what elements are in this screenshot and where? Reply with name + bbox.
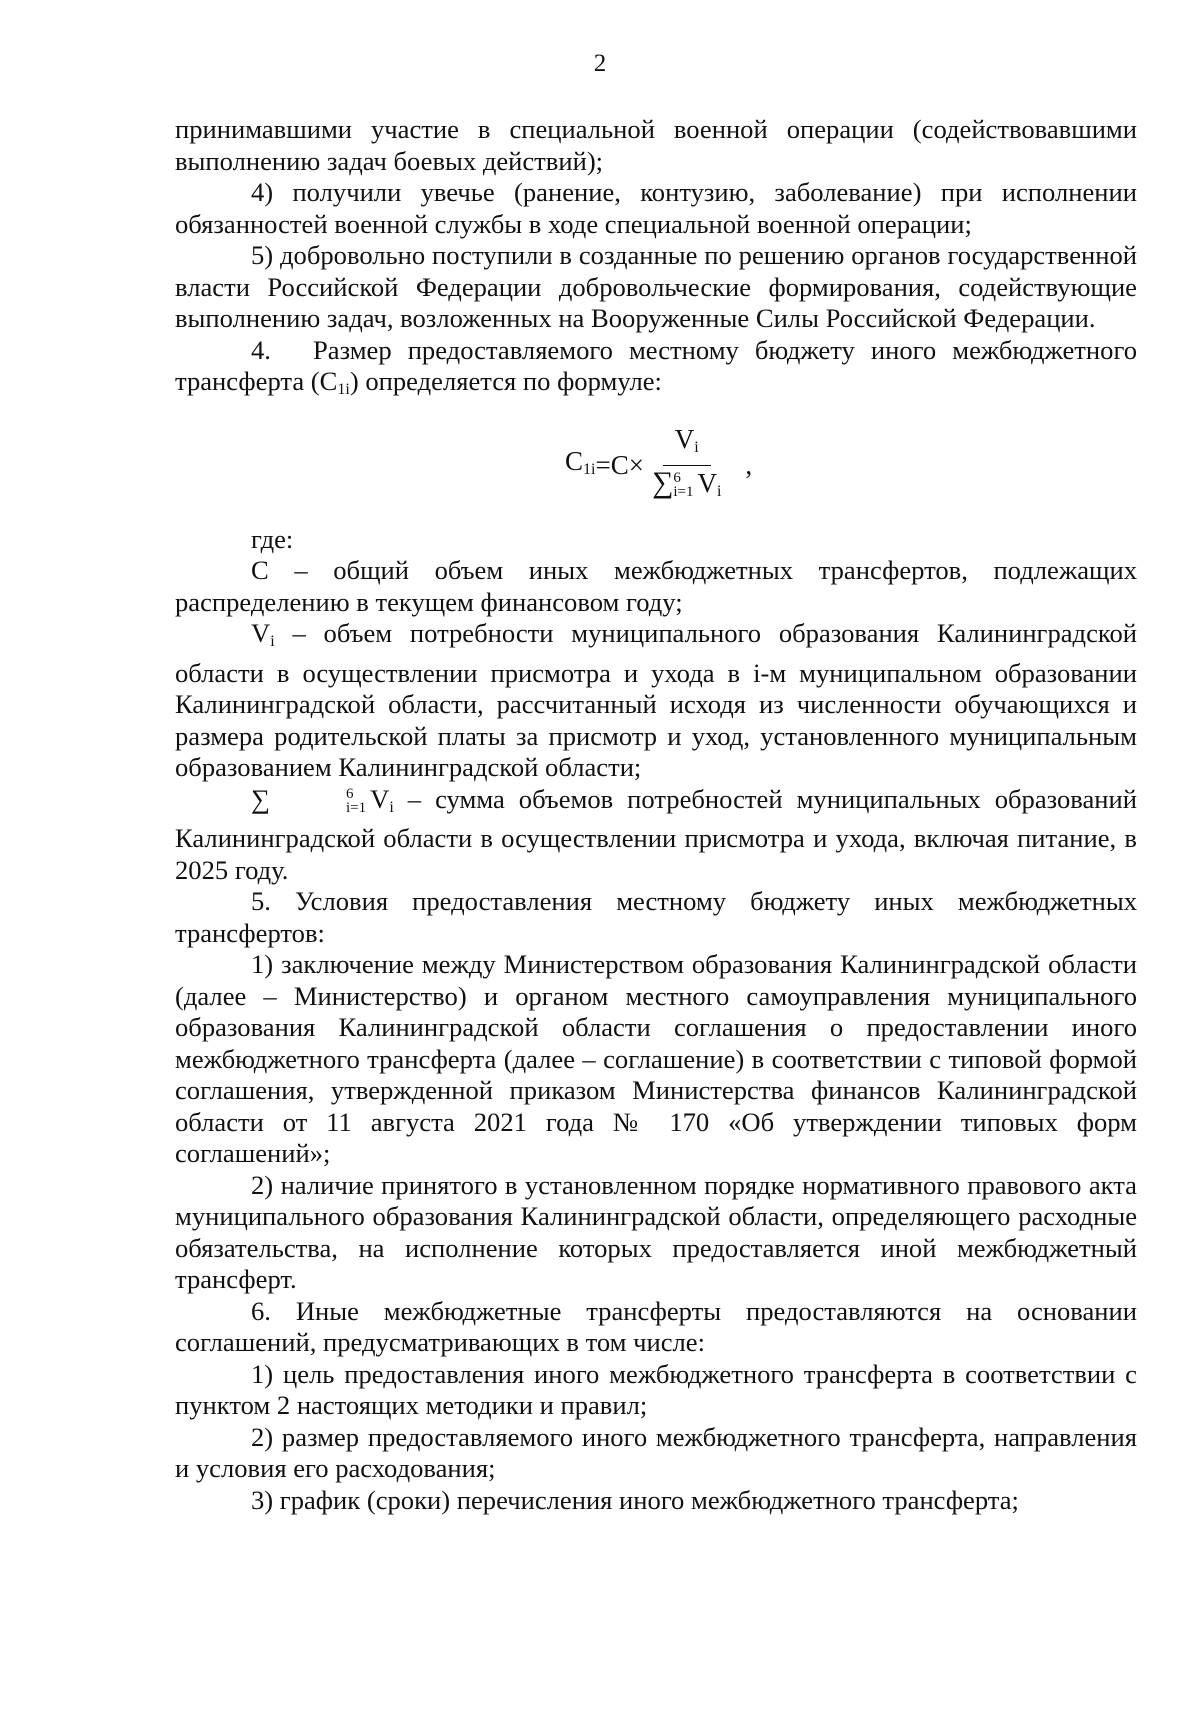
section-4-text-b: ) определяется по формуле: bbox=[349, 366, 662, 396]
paragraph-section-6-item-2: 2) размер предоставляемого иного межбюджетного трансферта, направления и условия его расходования; bbox=[175, 1421, 1137, 1483]
paragraph-section-5-item-1: 1) заключение между Министерством образования Калининградской области (далее – Министерство) и органом местного самоуправления муниципального образования Калининградской области соглашения о предоставлении иного межбюджетного трансферта (далее – соглашение) в соответствии с типовой формой соглашения, утвержденной приказом Министерства финансов Калининградской области от 11 августа 2021 года № 170 «Об утверждении типовых форм соглашений»; bbox=[175, 949, 1137, 1168]
formula bbox=[565, 424, 752, 509]
sum-symbol: ∑ bbox=[651, 465, 674, 499]
paragraph-section-5: 5. Условия предоставления местному бюджету иных межбюджетных трансфертов: bbox=[175, 886, 1137, 948]
paragraph-section-5-item-2: 2) наличие принятого в установленном порядке нормативного правового акта муниципального образования Калининградской области, определяющего расходные обязательства, на исполнение которых предоставляется иной межбюджетный трансферт. bbox=[175, 1169, 1137, 1294]
paragraph-section-6-item-1: 1) цель предоставления иного межбюджетного трансферта в соответствии с пунктом 2 настоящих методики и правил; bbox=[175, 1358, 1137, 1420]
paragraph-c-definition: C – общий объем иных межбюджетных трансфертов, подлежащих распределению в текущем финансовом году; bbox=[175, 555, 1137, 617]
formula-eq-c-times: =C× bbox=[595, 450, 644, 481]
formula-comma: , bbox=[745, 450, 753, 481]
section-4-text-a: Размер предоставляемого местному бюджету иного межбюджетного трансферта (C bbox=[175, 334, 1137, 396]
formula-lhs: $C_{1i}$ bbox=[565, 446, 596, 479]
sum-limits: 6 i=1 bbox=[673, 470, 694, 501]
paragraph-section-6-item-3: 3) график (сроки) перечисления иного межбюджетного трансферта; bbox=[251, 1484, 1019, 1515]
formula-fraction bbox=[646, 424, 727, 509]
page-number: 2 bbox=[593, 50, 607, 77]
formula-block bbox=[175, 406, 1137, 524]
paragraph-continuation: принимавшими участие в специальной военной операции (содействовавшими выполнению задач боевых действий); bbox=[175, 114, 1137, 176]
formula-numerator: $V_i$ bbox=[663, 424, 711, 466]
paragraph-vi-definition: $V_i$ – объем потребности муниципального образования Калининградской области в осуществлении присмотра и ухода в i-м муниципальном образовании Калининградской области, рассчитанный исходя из численности обучающихся и размера родительской платы за присмотр и уход, установленного муниципальным образованием Калининградской области; bbox=[175, 618, 1137, 782]
paragraph-where: где: bbox=[251, 523, 294, 554]
section-4-number: 4. bbox=[251, 334, 271, 365]
paragraph-sum-definition: ∑ 6 i=1 $V_i$ – сумма объемов потребностей муниципальных образований Калининградской области в осуществлении присмотра и ухода, включая питание, в 2025 году. bbox=[175, 783, 1137, 885]
formula-denominator: ∑ 6 i=1 $V_i$ bbox=[651, 465, 722, 501]
document-body bbox=[175, 114, 1137, 1516]
paragraph-section-4 bbox=[175, 335, 1137, 406]
paragraph-section-6: 6. Иные межбюджетные трансферты предоставляются на основании соглашений, предусматривающих в том числе: bbox=[175, 1295, 1137, 1357]
section-4-subscript: 1i bbox=[337, 381, 350, 398]
paragraph-item-5-volunteer: 5) добровольно поступили в созданные по решению органов государственной власти Российской Федерации добровольческие формирования, содействующие выполнению задач, возложенных на Вооруженные Силы Российской Федерации. bbox=[175, 240, 1137, 333]
paragraph-item-4-injury: 4) получили увечье (ранение, контузию, заболевание) при исполнении обязанностей военной службы в ходе специальной военной операции; bbox=[175, 177, 1137, 239]
